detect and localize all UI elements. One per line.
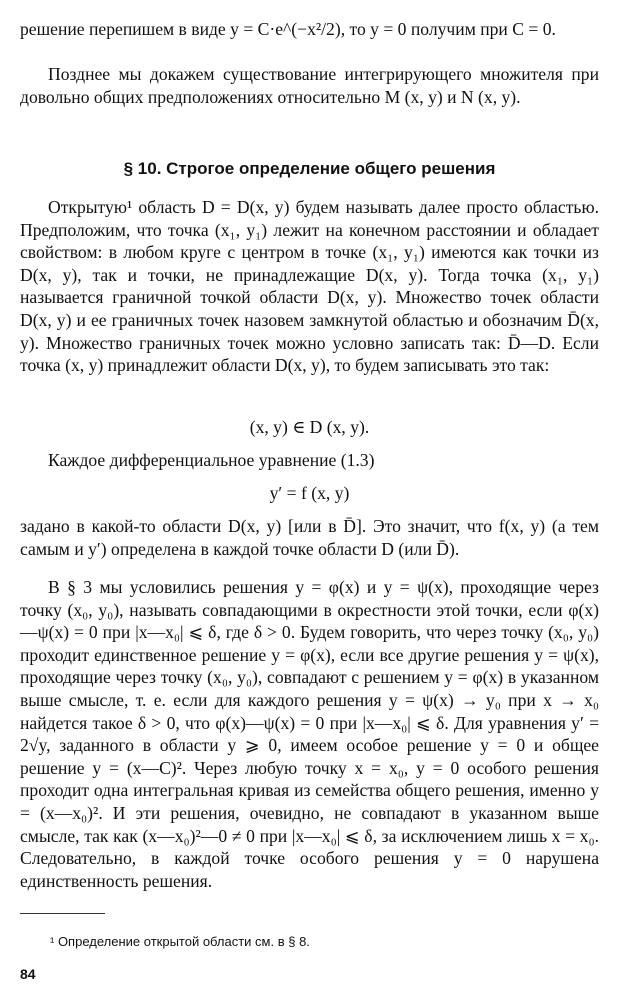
paragraph-uniqueness: В § 3 мы условились решения y = φ(x) и y = ψ(x), проходящие через точку (x₀, y₀), называть совпадающими в окрестности этой точки, если φ(x)—ψ(x) = 0 при |x—x₀| ⩽ δ, где δ > 0. Будем говорить, что через точку (x₀, y₀) проходит единственное решение y = φ(x), если все другие решения y = ψ(x), проходящие через точку (x₀, y₀), совпадают с решением y = φ(x) в указанном выше смысле, т. е. если для каждого решения y = ψ(x) → y₀ при x → x₀ найдется такое δ > 0, что φ(x)—ψ(x) = 0 при |x—x₀| ⩽ δ. Для уравнения y′ = 2√y, заданного в области y ⩾ 0, имеем особое решение y = 0 и общее решение y = (x—C)². Через любую точку x = x₀, y = 0 особого решения проходит одна интегральная кривая из семейства общего решения, именно y = (x—x₀)². И эти решения, очевидно, не совпадают в указанном выше смысле, так как (x—x₀)²—0 ≠ 0 при |x—x₀| ⩽ δ, за исключением лишь x = x₀. Следовательно, в каждой точке особого решения y = 0 нарушена единственность решения. bbox=[20, 577, 599, 891]
paragraph-domain-definition: Открытую¹ область D = D(x, y) будем называть далее просто областью. Предположим, что точка (x₁, y₁) лежит на конечном расстоянии и обладает свойством: в любом круге с центром в точке (x₁, y₁) имеются как точки из D(x, y), так и точки, не принадлежащие D(x, y). Тогда точка (x₁, y₁) называется граничной точкой области D(x, y). Множество точек области D(x, y) и ее граничных точек назовем замкнутой областью и обозначим D̄(x, y). Множество граничных точек можно условно записать так: D̄—D. Если точка (x, y) принадлежит области D(x, y), то будем записывать это так: bbox=[20, 197, 599, 376]
section-heading: § 10. Строгое определение общего решения bbox=[123, 159, 496, 178]
paragraph-integrating-factor: Позднее мы докажем существование интегрирующего множителя при довольно общих предположениях относительно M (x, y) и N (x, y). bbox=[20, 64, 599, 107]
footnote: ¹ Определение открытой области см. в § 8. bbox=[50, 934, 310, 949]
paragraph-equation-intro: Каждое дифференциальное уравнение (1.3) bbox=[48, 450, 375, 470]
page-number: 84 bbox=[20, 966, 36, 982]
formula-membership: (x, y) ∈ D (x, y). bbox=[249, 417, 370, 437]
formula-differential-equation: y′ = f (x, y) bbox=[269, 483, 350, 503]
paragraph-solution-end: решение перепишем в виде y = C·e^(−x²/2), то y = 0 получим при C = 0. bbox=[20, 19, 556, 39]
footnote-rule bbox=[20, 913, 105, 914]
paragraph-equation-domain: задано в какой-то области D(x, y) [или в D̄]. Это значит, что f(x, y) (а тем самым и y′) определена в каждой точке области D (или D̄). bbox=[20, 516, 599, 559]
